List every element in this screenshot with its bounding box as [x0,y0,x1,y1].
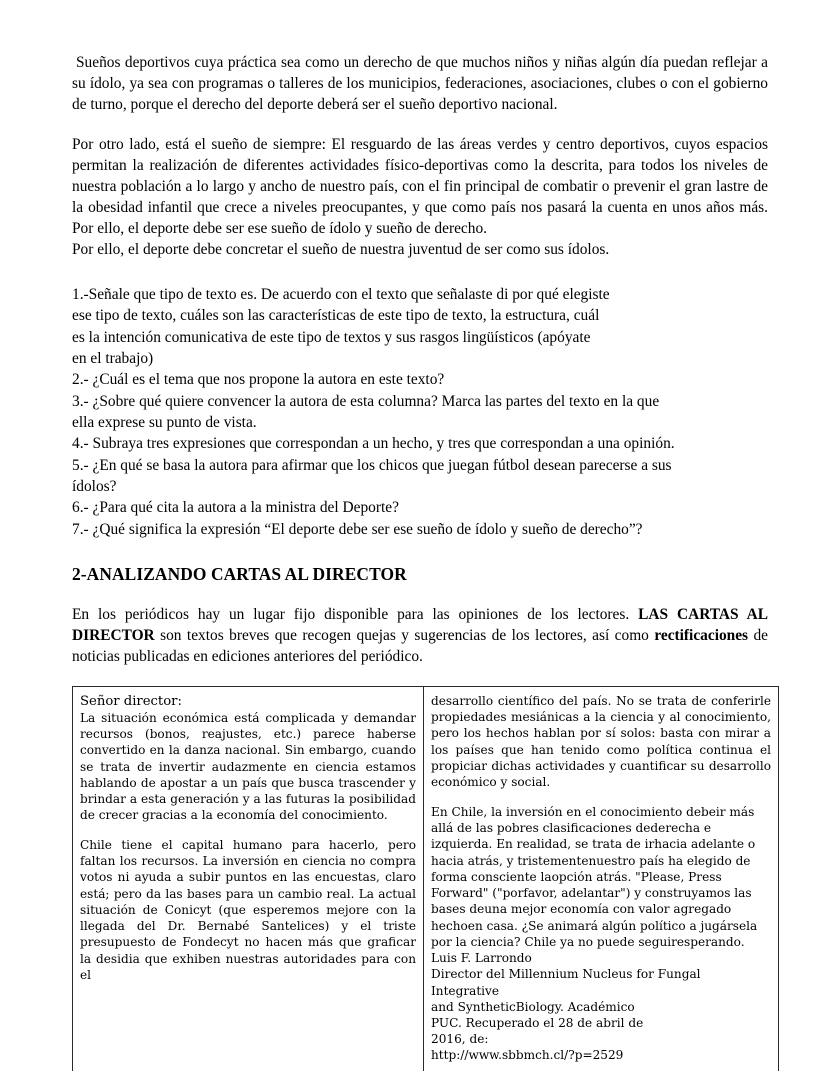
signature-author-name: Luis F. Larrondo [431,951,532,966]
question-item: es la intención comunicativa de este tipo de textos y sus rasgos lingüísticos (apóyate [72,328,591,346]
question-item: 2.- ¿Cuál es el tema que nos propone la autora en este texto? [72,371,445,389]
question-item: en el trabajo) [72,350,154,368]
signature-source-line-2: 2016, de: [431,1031,489,1046]
signature-role-line-2: and SyntheticBiology. Académico [431,999,635,1014]
letter-right-paragraph-1: desarrollo científico del país. No se trata de conferirle propiedades mesiánicas a la ciencia y al conocimiento, pero los hechos hablan por sí solos: basta con mirar a los países que han tenido como política continua el propiciar dichas actividades y cuantificar su desarrollo económico y social. [431,693,771,790]
intro-text-part-2: son textos breves que recogen quejas y sugerencias de los lectores, así como [154,627,655,645]
section-heading-analizando-cartas: 2-ANALIZANDO CARTAS AL DIRECTOR [72,564,407,585]
questions-list [72,284,768,540]
question-item: 3.- ¿Sobre qué quiere convencer la autora de esta columna? Marca las partes del texto en la que [72,392,660,410]
letter-left-paragraph-1: La situación económica está complicada y demandar recursos (bonos, reajustes, etc.) parece haberse convertido en la danza nacional. Sin embargo, cuando se trata de invertir audazmente en ciencia estamos hablando de apostar a un país que busca trascender y brindar a esta generación y a las futuras la posibilidad de crecer gracias a la economía del conocimiento. [80,710,416,823]
paragraph-sports-dreams: Sueños deportivos cuya práctica sea como un derecho de que muchos niños y niñas algún día puedan reflejar a su ídolo, ya sea con programas o talleres de los municipios, federaciones, asociaciones, clubes o con el gobierno de turno, porque el derecho del deporte deberá ser el sueño deportivo nacional. [72,54,768,114]
letter-left-paragraph-2: Chile tiene el capital humano para hacerlo, pero faltan los recursos. La inversión en ciencia no compra votos ni ayuda a subir puntos en las encuestas, claro está; pero da las bases para un cambio real. La actual situación de Conicyt (que esperemos mejore con la llegada del Dr. Bernabé Santelices) y el triste presupuesto de Fondecyt no hacen más que graficar la desidia que exhiben nuestras autoridades para con el [80,837,416,982]
letter-right-column [431,693,771,1063]
table-cell-left [73,686,424,1071]
question-item: 1.-Señale que tipo de texto es. De acuerdo con el texto que señalaste di por qué elegiste [72,286,610,304]
question-item: 6.- ¿Para qué cita la autora a la ministra del Deporte? [72,499,399,517]
signature-source-url: http://www.sbbmch.cl/?p=2529 [431,1047,624,1062]
question-item: 7.- ¿Qué significa la expresión “El deporte debe ser ese sueño de ídolo y sueño de derecho”? [72,520,643,538]
paragraph-youth-dream: Por ello, el deporte debe concretar el sueño de nuestra juventud de ser como sus ídolos. [72,241,610,259]
intro-text-part-3: de noticias publicadas en ediciones anteriores del periódico. [72,627,769,666]
question-item: 4.- Subraya tres expresiones que correspondan a un hecho, y tres que correspondan a una opinión. [72,435,675,453]
letter-table [72,686,779,1071]
spacer [80,824,416,837]
question-item: ella exprese su punto de vista. [72,414,257,432]
spacer [431,791,771,804]
letter-salutation: Señor director: [80,693,182,709]
spacer [72,260,768,284]
spacer [72,115,768,134]
question-item: ese tipo de texto, cuáles son las características de este tipo de texto, la estructura, cuál [72,307,600,325]
paragraph-green-areas: Por otro lado, está el sueño de siempre: El resguardo de las áreas verdes y centro deportivos, cuyos espacios permitan la realización de diferentes actividades físico-deportivas como la descrita, para todos los niveles de nuestra población a lo largo y ancho de nuestro país, con el fin principal de combatir o prevenir el gran lastre de la obesidad infantil que crece a niveles preocupantes, y que como país nos pasará la cuenta en unos años más. Por ello, el deporte debe ser ese sueño de ídolo y sueño de derecho. [72,136,768,238]
spacer [72,540,768,564]
signature-source-line-1: PUC. Recuperado el 28 de abril de [431,1015,644,1030]
question-item: ídolos? [72,478,117,496]
intro-bold-las-cartas-al-director: LAS CARTAS AL DIRECTOR [72,605,768,645]
intro-text-part-1: En los periódicos hay un lugar fijo disponible para las opiniones de los lectores. [72,605,639,623]
question-item: 5.- ¿En qué se basa la autora para afirmar que los chicos que juegan fútbol desean parecerse a sus [72,456,672,474]
letter-right-paragraph-2: En Chile, la inversión en el conocimiento debeir más allá de las pobres clasificaciones dederecha e izquierda. En realidad, se trata de irhacia adelante o hacia atrás, y tristementenuestro país ha elegido de forma consciente laopción atrás. "Please, Press Forward" ("porfavor, adelantar") y construyamos las bases deuna mejor economía con valor agregado hechoen casa. ¿Se animará algún político a jugársela por la ciencia? Chile ya no puede seguiresperando. [431,804,758,950]
letter-signature-block [431,950,771,1063]
spacer [72,585,768,604]
signature-role-line-1: Director del Millennium Nucleus for Fungal Integrative [431,967,701,998]
paragraph-cartas-al-director-intro [72,604,768,668]
table-row [73,686,779,1071]
table-cell-right [424,686,779,1071]
intro-bold-rectificaciones: rectificaciones [654,627,749,645]
letter-left-column [80,693,416,983]
